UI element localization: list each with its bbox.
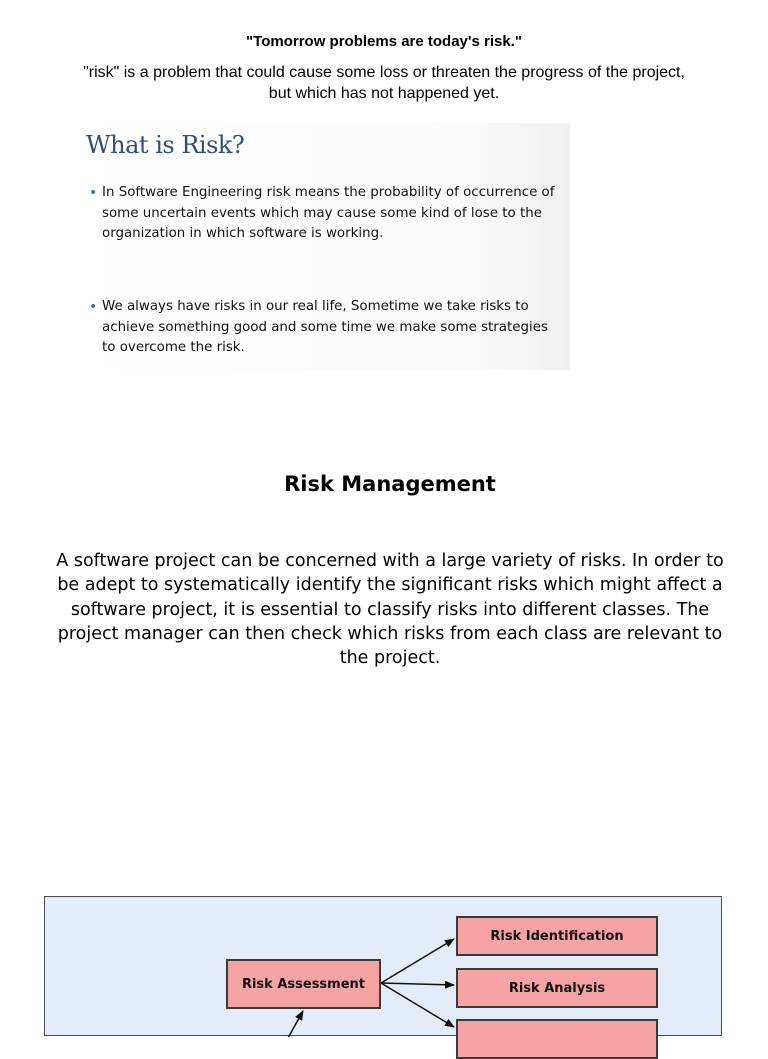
node-risk-assessment: Risk Assessment xyxy=(226,959,381,1009)
arrow-to-identification xyxy=(381,939,454,983)
node-risk-identification: Risk Identification xyxy=(456,916,658,956)
slide-bullet xyxy=(87,297,557,359)
risk-management-diagram xyxy=(44,896,722,1036)
slide-bullet-text: In Software Engineering risk means the probability of occurrence of some uncertain events which may cause some kind of lose to the organization in which software is working. xyxy=(102,185,555,241)
arrow-to-next xyxy=(381,983,454,1027)
node-partial xyxy=(456,1019,658,1059)
slide-title: What is Risk? xyxy=(86,131,245,159)
arrow-into-assessment xyxy=(283,1011,303,1037)
section-paragraph: A software project can be concerned with a large variety of risks. In order to be adept to systematically identify the significant risks which might affect a software project, it is essential to classify risks into different classes. The project manager can then check which risks from each class are relevant to the project. xyxy=(56,551,724,669)
node-risk-analysis: Risk Analysis xyxy=(456,968,658,1008)
bullet-icon: • xyxy=(89,185,98,201)
bullet-icon: • xyxy=(89,299,98,315)
risk-definition: "risk" is a problem that could cause some loss or threaten the progress of the project, but which has not happened yet. xyxy=(83,64,685,102)
slide-bullet-text: We always have risks in our real life, Sometime we take risks to achieve something good and some time we make some strategies to overcome the risk. xyxy=(102,299,548,355)
slide-bullet xyxy=(87,183,557,245)
quote-heading: "Tomorrow problems are today's risk." xyxy=(246,33,522,50)
arrow-to-analysis xyxy=(381,983,454,985)
section-heading: Risk Management xyxy=(284,472,496,496)
what-is-risk-slide-image xyxy=(73,123,570,370)
